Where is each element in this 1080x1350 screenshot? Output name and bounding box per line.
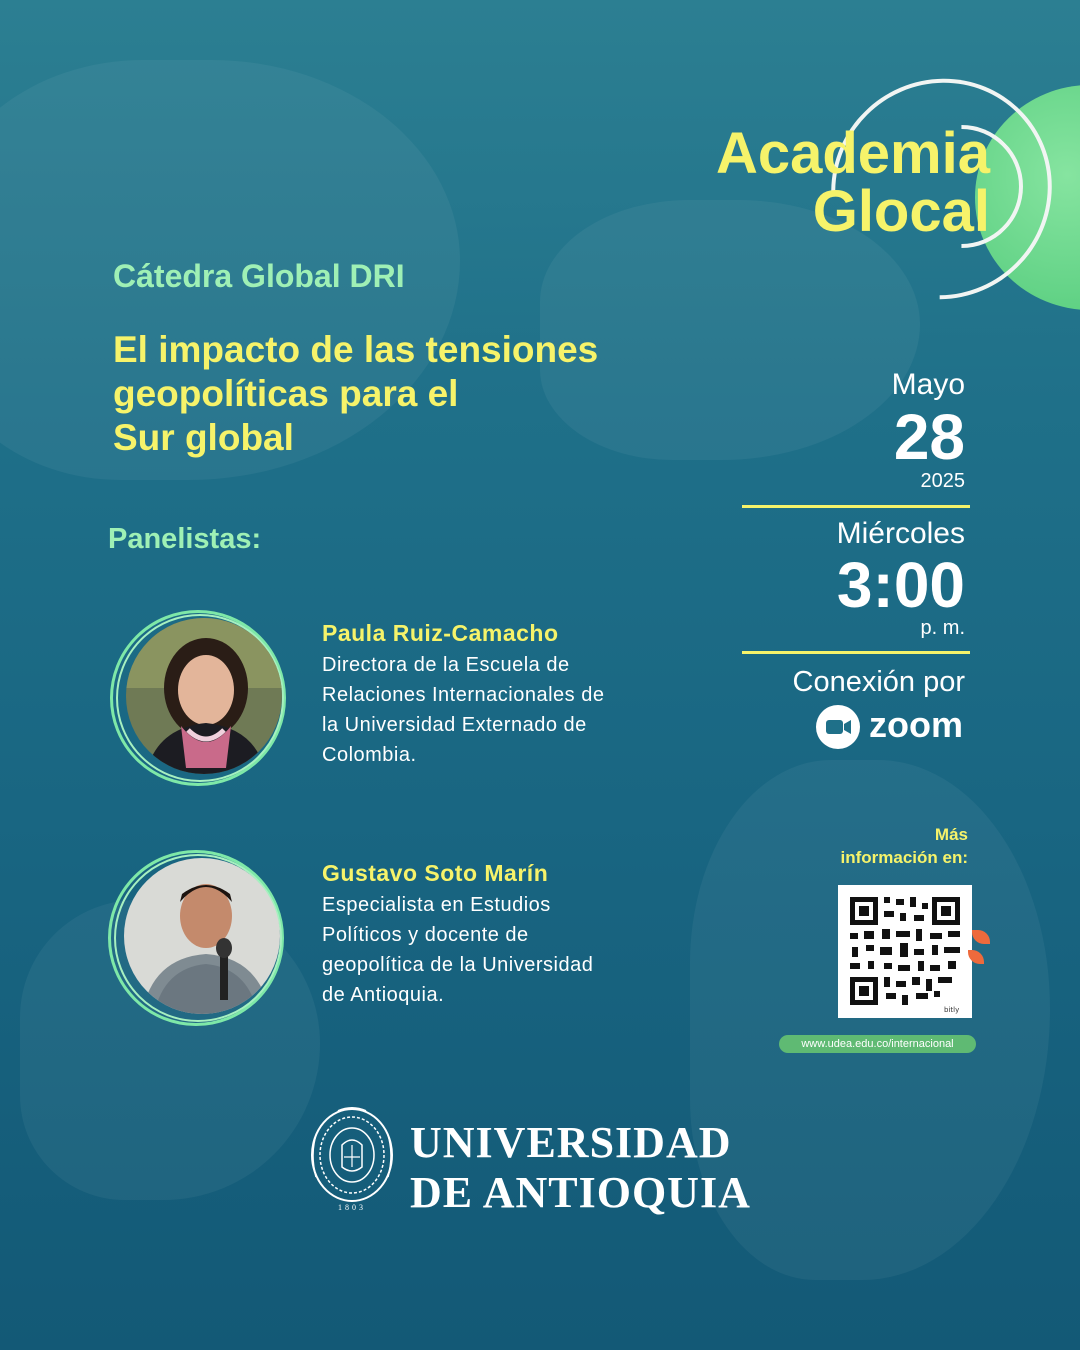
- panelists-heading: Panelistas:: [108, 523, 262, 555]
- avatar: [126, 618, 282, 774]
- panelist-1-name: Paula Ruiz-Camacho: [322, 620, 559, 646]
- qr-brand-text: bitly: [944, 1006, 960, 1014]
- date-year: 2025: [920, 470, 965, 492]
- event-title-line-1: El impacto de las tensiones: [113, 329, 599, 370]
- university-name-line-2: DE ANTIOQUIA: [410, 1168, 751, 1217]
- qr-code[interactable]: [838, 885, 972, 1018]
- more-info-url[interactable]: www.udea.edu.co/internacional: [779, 1035, 976, 1053]
- brand-leaf-icon: [972, 930, 990, 970]
- qr-code-icon: [838, 885, 972, 1018]
- divider-2: [742, 651, 970, 654]
- panelist-1-description: [322, 650, 662, 770]
- more-info-line-1: Más: [934, 825, 968, 844]
- catedra-label: Cátedra Global DRI: [113, 258, 405, 294]
- time-hour: 3:00: [836, 549, 965, 621]
- zoom-logo: [815, 704, 965, 750]
- panelist-1-desc-line-3: la Universidad Externado de: [322, 714, 587, 736]
- panelist-2-desc-line-3: geopolítica de la Universidad: [322, 954, 594, 976]
- panelist-1-avatar: [110, 610, 286, 786]
- brand-line-1: Academia: [715, 121, 990, 186]
- university-name-line-1: UNIVERSIDAD: [410, 1118, 732, 1167]
- connection-label: Conexión por: [792, 666, 965, 698]
- panelist-2-name: Gustavo Soto Marín: [322, 860, 549, 886]
- panelist-1-desc-line-4: Colombia.: [322, 744, 417, 766]
- panelist-1-desc-line-1: Directora de la Escuela de: [322, 654, 570, 676]
- divider-1: [742, 505, 970, 508]
- brand-title: [640, 121, 990, 244]
- more-info-label: [780, 823, 968, 869]
- event-title-line-2: geopolíticas para el: [113, 373, 459, 414]
- panelist-2-desc-line-1: Especialista en Estudios: [322, 894, 551, 916]
- panelist-2-description: [322, 890, 662, 1010]
- person-photo-icon: [124, 858, 280, 1014]
- camera-icon: [815, 704, 861, 750]
- avatar: [124, 858, 280, 1014]
- event-title: [113, 328, 673, 460]
- university-seal: [308, 1105, 396, 1213]
- time-weekday: Miércoles: [836, 517, 965, 550]
- time-ampm: p. m.: [920, 617, 965, 639]
- seal-year: 1803: [338, 1203, 366, 1212]
- panelist-2-avatar: [108, 850, 284, 1026]
- university-name: [410, 1118, 751, 1218]
- panelist-2-desc-line-4: de Antioquia.: [322, 984, 445, 1006]
- panelist-2-desc-line-2: Políticos y docente de: [322, 924, 529, 946]
- more-info-line-2: información en:: [840, 848, 968, 867]
- person-photo-icon: [126, 618, 282, 774]
- university-seal-icon: [308, 1105, 396, 1213]
- date-month: Mayo: [891, 368, 965, 401]
- date-day: 28: [893, 401, 965, 473]
- brand-line-2: Glocal: [812, 179, 990, 244]
- zoom-wordmark: zoom: [869, 704, 963, 745]
- panelist-1-desc-line-2: Relaciones Internacionales de: [322, 684, 605, 706]
- event-title-line-3: Sur global: [113, 417, 294, 458]
